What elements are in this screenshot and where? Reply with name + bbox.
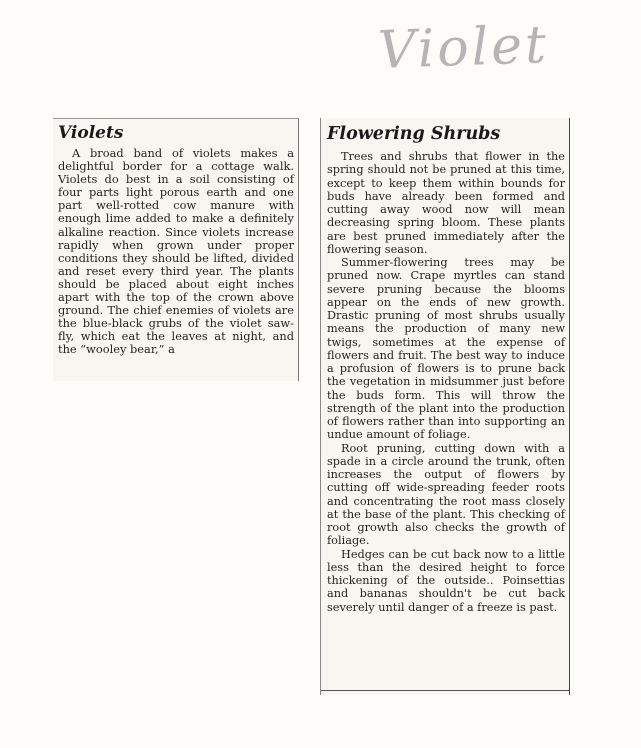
violets-headline: Violets [58,123,124,143]
violets-clipping [53,118,299,381]
shrubs-paragraph-1: Trees and shrubs that flower in the spring should not be pruned at this time, except to keep them within bounds for buds have already been formed and cutting away wood now will mean decreasing spring bloom. These plants are best pruned immediately after the flowering season. [327,150,565,256]
shrubs-paragraph-2: Summer-flowering trees may be pruned now. Crape myrtles can stand severe pruning because the blooms appear on the ends of new growth. Drastic pruning of most shrubs usually means the production of many new twigs, sometimes at the expense of flowers and fruit. The best way to induce a profusion of flowers is to prune back the vegetation in midsummer just before the buds form. This will throw the strength of the plant into the production of flowers rather than into supporting an undue amount of foliage. [327,256,565,442]
flowering-shrubs-headline: Flowering Shrubs [327,124,501,144]
handwritten-note: Violet [377,15,550,81]
shrubs-paragraph-4: Hedges can be cut back now to a little less than the desired height to force thickening of the outside.. Poinsettias and bananas shouldn't be cut back severely until danger of a freeze is past. [327,547,565,614]
shrubs-paragraph-3: Root pruning, cutting down with a spade in a circle around the trunk, often increases the output of flowers by cutting off wide-spreading feeder roots and concentrating the root mass closely at the base of the plant. This checking of root growth also checks the growth of foliage. [327,441,565,548]
flowering-shrubs-clipping [320,118,570,695]
violets-paragraph: A broad band of violets makes a delightful border for a cottage walk. Violets do best in a soil consisting of four parts light porous earth and one part well-rotted cow manure with enough lime added to make a definitely alkaline reaction. Since violets increase rapidly when grown under proper conditions they should be lifted, divided and reset every third year. The plants should be placed about eight inches apart with the top of the crown above ground. The chief enemies of violets are the blue-black grubs of the violet saw-fly, which eat the leaves at night, and the “wooley bear,” a [58,146,294,357]
